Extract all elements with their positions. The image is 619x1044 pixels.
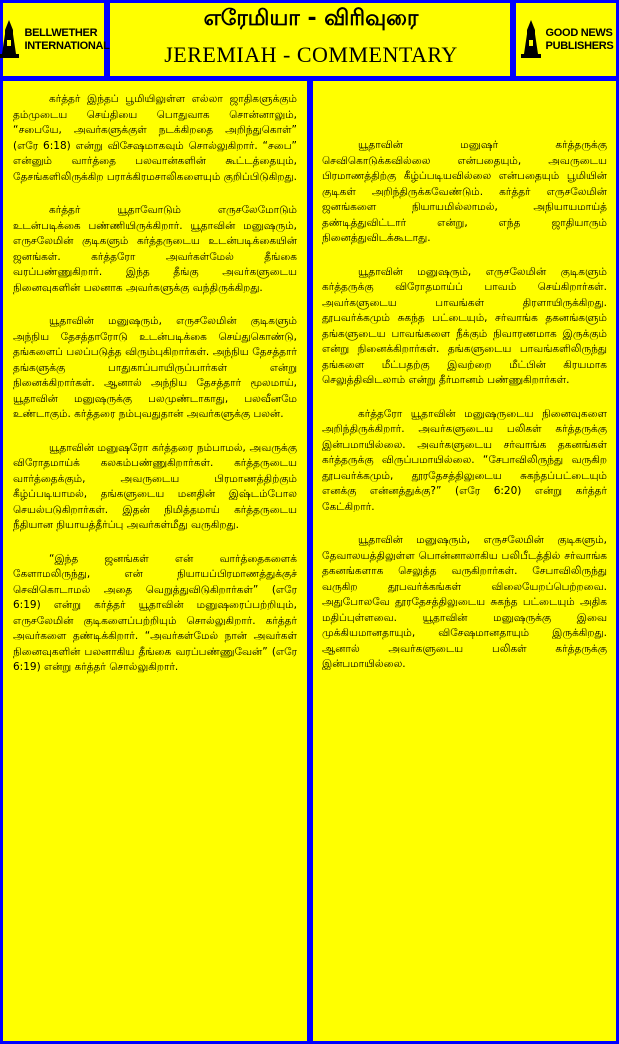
tower-icon bbox=[0, 18, 21, 62]
left-column bbox=[13, 92, 297, 694]
left-logo-line1: BELLWETHER bbox=[24, 26, 98, 39]
border-left bbox=[0, 0, 3, 1044]
right-logo-line1: GOOD NEWS bbox=[545, 26, 613, 39]
left-logo bbox=[3, 3, 110, 76]
right-column bbox=[322, 138, 607, 691]
paragraph: யூதாவின் மனுஷரோ கர்த்தரை நம்பாமல், அவருக்கு விரோதமாய்க் கலகம்பண்ணுகிறார்கள். கர்த்தருடைய வார்த்தைக்கும், அவருடைய பிரமாணத்திற்கும் கீழ்ப்படியாமல், தங்களுடைய மனதின் இஷ்டம்போல செயல்படுகிறார்கள். இதன் நிமித்தமாய் கர்த்தருடைய நீதியான நியாயத்தீர்ப்பு அவர்கள்மீது வருகிறது. bbox=[13, 441, 297, 531]
page-title-english: JEREMIAH - COMMENTARY bbox=[164, 42, 458, 67]
paragraph: யூதாவின் மனுஷரும், எருசலேமின் குடிகளும் அந்நிய தேசத்தாரோடு உடன்படிக்கை செய்துகொண்டு, தங்களைப் பலப்படுத்த விரும்புகிறார்கள். அந்நிய தேசத்தார் தங்களுக்கு பாதுகாப்பாயிருப்பார்கள் என்று நினைக்கிறார்கள். ஆனால் அந்நிய தேசத்தார் மூலமாய், யூதாவின் மனுஷருக்கு பலமுண்டாகாது, பலவீனமே உண்டாகும். கர்த்தரை நம்புவதுதான் அவர்களுக்கு பலன். bbox=[13, 315, 297, 420]
paragraph: கர்த்தர் யூதாவோடும் எருசலேமோடும் உடன்படிக்கை பண்ணியிருக்கிறார். யூதாவின் மனுஷரும், எருசலேமின் குடிகளும் கர்த்தருடைய உடன்படிக்கையின் ஜனங்கள். கர்த்தரோ அவர்கள்மேல் தீங்கை வரப்பண்ணுகிறார். இந்த தீங்கு அவர்களுடைய நினைவுகளின் பலனாக அவர்களுக்கு வந்திருக்கிறது. bbox=[13, 204, 297, 294]
right-logo bbox=[516, 3, 616, 76]
paragraph: “இந்த ஜனங்கள் என் வார்த்தைகளைக் கேளாமலிருந்து, என் நியாயப்பிரமாணத்துக்குச் செவிகொடாமல் அதை வெறுத்துவிடுகிறார்கள்” (எரே 6:19) என்று கர்த்தர் யூதாவின் மனுஷரைப்பற்றியும், எருசலேமின் குடிகளைப்பற்றியும் சொல்லுகிறார். கர்த்தர் அவர்களை தண்டிக்கிறார். “அவர்கள்மேல் நான் அவர்கள் நினைவுகளின் பலனாகிய தீங்கை வரப்பண்ணுவேன்” (எரே 6:19) என்று கர்த்தர் சொல்லுகிறார். bbox=[13, 552, 297, 673]
paragraph: யூதாவின் மனுஷரும், எருசலேமின் குடிகளும் கர்த்தருக்கு விரோதமாய்ப் பாவம் செய்கிறார்கள். அவர்களுடைய பாவங்கள் திரளாயிருக்கிறது. தூபவர்க்கமும் சுகந்த பட்டையும், சர்வாங்க தகனங்களும் தங்களுடைய பாவங்களை நீக்கும் நிவாரணமாக இருக்கும் என்று நினைக்கிறார்கள். தங்களுடைய பாவங்களிலிருந்து தங்களை மீட்பதற்கு இவற்றை மீட்பின் கிரயமாக செலுத்திவிடலாம் என்று தீர்மானம் பண்ணுகிறார்கள். bbox=[322, 265, 607, 386]
tower-icon bbox=[519, 18, 543, 62]
paragraph: கர்த்தரோ யூதாவின் மனுஷருடைய நினைவுகளை அறிந்திருக்கிறார். அவர்களுடைய பலிகள் கர்த்தருக்கு இன்பமாயில்லை. அவர்களுடைய சர்வாங்க தகனங்கள் கர்த்தருக்கு விருப்பமாயில்லை. “சேபாவிலிருந்து வருகிற தூபவர்க்கமும், தூரதேசத்திலுடைய சுகந்தப்பட்டையும் எனக்கு என்னத்துக்கு?” (எரே 6:20) என்று கர்த்தர் கேட்கிறார். bbox=[322, 407, 607, 513]
column-divider bbox=[307, 78, 313, 1044]
page-title-tamil: எரேமியா - விரிவுரை bbox=[203, 6, 419, 31]
right-logo-line2: PUBLISHERS bbox=[545, 39, 614, 52]
paragraph: கர்த்தர் இந்தப் பூமியிலுள்ள எல்லா ஜாதிகளுக்கும் தம்முடைய செய்தியை பொதுவாக சொன்னாலும், “சபையே, அவர்களுக்குள் நடக்கிறதை அறிந்துகொள்” (எரே 6:18) என்று விசேஷமாகவும் சொல்லுகிறார். “சபை” என்னும் வார்த்தை பலவான்களின் கூட்டத்தையும், தேசங்களிலிருக்கிற பராக்கிரமசாலிகளையும் குறிப்பிடுகிறது. bbox=[13, 93, 297, 183]
left-logo-line2: INTERNATIONAL bbox=[24, 39, 110, 52]
paragraph: யூதாவின் மனுஷரும், எருசலேமின் குடிகளும், தேவாலயத்திலுள்ள பொன்னாலாகிய பலிபீடத்தில் சர்வாங்க தகனங்களாக செலுத்த வருகிறார்கள். சேபாவிலிருந்து வருகிற தூபவர்க்கங்கள் விலையேறப்பெற்றவை. அதுபோலவே தூரதேசத்திலுடைய சுகந்த பட்டையும் அதிக மதிப்புள்ளவை. யூதாவின் மனுஷருக்கு இவை முக்கியமானதாயும், விசேஷமானதாயும் இருக்கிறது. ஆனால் அவர்களுடைய பலிகள் கர்த்தருக்கு இன்பமாயில்லை. bbox=[322, 534, 607, 670]
paragraph: யூதாவின் மனுஷர் கர்த்தருக்கு செவிகொடுக்கவில்லை என்பதையும், அவருடைய பிரமாணத்திற்கு கீழ்ப்படியவில்லை என்பதையும் பூமியின் குடிகள் அறிந்திருக்கவேண்டும். கர்த்தர் எருசலேமின் ஜனங்களை நியாயமில்லாமல், அநியாயமாய்த் தண்டித்துவிட்டார் என்று, எந்த ஜாதியாரும் நினைத்துவிடக்கூடாது. bbox=[322, 139, 607, 244]
